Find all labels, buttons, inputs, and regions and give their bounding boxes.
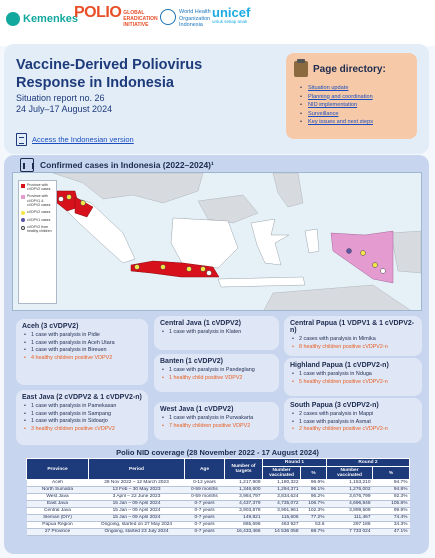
legend-item: Province with cVDPV1 & cVDPV2 cases bbox=[21, 194, 54, 207]
table-cell: 0-7 years bbox=[185, 522, 225, 529]
table-cell: 15 Jan – 09 April 2024 bbox=[89, 515, 185, 522]
case-marker bbox=[381, 269, 386, 274]
region-card-south-papua bbox=[284, 398, 422, 443]
table-cell: 0-7 years bbox=[185, 515, 225, 522]
region-healthy-children: • 5 healthy children positive cVDPV2-n bbox=[299, 379, 416, 387]
table-cell: 3,903,878 bbox=[225, 508, 263, 515]
region-healthy-children: • 3 healthy children positive cVDPV2 bbox=[31, 426, 142, 434]
legend-swatch bbox=[21, 184, 25, 188]
region-title: East Java (2 cVDPV2 & 1 cVDPV2-n) bbox=[22, 394, 142, 401]
table-cell: 3 April – 22 June 2023 bbox=[89, 494, 185, 501]
directory-link-nid[interactable]: • NID implementation bbox=[308, 101, 373, 110]
case-marker bbox=[201, 267, 206, 272]
map-landmass-borneo-north bbox=[198, 195, 258, 223]
region-healthy-children: • 7 healthy children positive VDPV2 bbox=[169, 423, 273, 431]
region-case: • 1 case with paralysis in Nduga bbox=[299, 371, 416, 379]
legend-swatch bbox=[21, 218, 25, 222]
region-card-west-java bbox=[154, 402, 279, 440]
kemenkes-logo bbox=[6, 12, 78, 26]
table-cell: 96.2% bbox=[301, 494, 327, 501]
logo-bar bbox=[0, 0, 435, 46]
table-cell: 28 Nov 2022 – 12 March 2023 bbox=[89, 480, 185, 487]
report-title: Vaccine-Derived Poliovirus Response in Indonesia bbox=[16, 57, 203, 91]
table-cell: 1,180,322 bbox=[263, 480, 301, 487]
report-number: Situation report no. 26 bbox=[16, 93, 105, 103]
directory-link-situation-update[interactable]: • Situation update bbox=[308, 84, 373, 93]
map-landmass-png bbox=[391, 231, 421, 273]
table-cell: Ongoing, started 23 July 2024 bbox=[89, 529, 185, 536]
case-marker bbox=[373, 263, 378, 268]
region-title: West Java (1 cVDPV2) bbox=[160, 406, 234, 413]
map-maluku bbox=[305, 229, 319, 253]
table-cell: 0-59 months bbox=[185, 494, 225, 501]
table-cell: 13 Feb – 30 May 2023 bbox=[89, 487, 185, 494]
region-case: • 1 case with paralysis in Purwakarta bbox=[169, 415, 273, 423]
legend-item: Province with cVDPV2 cases bbox=[21, 183, 54, 191]
table-cell: 47.1% bbox=[373, 529, 410, 536]
region-card-central-java bbox=[154, 316, 279, 350]
table-cell: 149,821 bbox=[225, 515, 263, 522]
coverage-table bbox=[26, 458, 410, 536]
table-cell: 0-12 years bbox=[185, 480, 225, 487]
table-cell: 0-59 months bbox=[185, 487, 225, 494]
table-cell: 4,696,848 bbox=[327, 501, 373, 508]
map-landmass-australia bbox=[263, 285, 413, 311]
region-card-highland-papua bbox=[284, 358, 422, 396]
table-cell: West Java bbox=[27, 494, 89, 501]
header-r1-pct: % bbox=[301, 467, 327, 480]
table-cell: 77.2% bbox=[301, 515, 327, 522]
report-subtitle bbox=[16, 93, 112, 115]
region-case: • 1 case with paralysis in Pamekasan bbox=[31, 403, 142, 411]
table-cell: 463 927 bbox=[263, 522, 301, 529]
map-nusa-tenggara bbox=[218, 277, 305, 287]
table-cell: 15 Jan – 09 April 2024 bbox=[89, 501, 185, 508]
table-row bbox=[27, 487, 410, 494]
table-cell: Aceh bbox=[27, 480, 89, 487]
case-marker bbox=[81, 201, 86, 206]
table-cell: Ongoing, started on 27 May 2024 bbox=[89, 522, 185, 529]
table-cell: 99.9% bbox=[373, 508, 410, 515]
header-r1-vaccinated: Number vaccinated bbox=[263, 467, 301, 480]
table-cell: 0-7 years bbox=[185, 508, 225, 515]
table-cell: 7 733 024 bbox=[327, 529, 373, 536]
table-cell: 34.3% bbox=[373, 522, 410, 529]
case-marker bbox=[135, 265, 140, 270]
access-indonesian-version[interactable] bbox=[16, 133, 134, 146]
region-card-central-papua bbox=[284, 316, 422, 356]
table-cell: 3,899,509 bbox=[327, 508, 373, 515]
table-cell: 106.7% bbox=[301, 501, 327, 508]
directory-link-key-issues[interactable]: • Key issues and next steps bbox=[308, 118, 373, 127]
header-r2-vaccinated: Number vaccinated bbox=[327, 467, 373, 480]
kemenkes-wordmark: Kemenkes bbox=[23, 12, 79, 25]
directory-link-planning[interactable]: • Planning and coordination bbox=[308, 93, 373, 102]
table-cell: 1,276,002 bbox=[327, 487, 373, 494]
table-cell: North Sumatra bbox=[27, 487, 89, 494]
clipboard-icon bbox=[294, 61, 308, 77]
table-row bbox=[27, 480, 410, 487]
case-marker bbox=[161, 265, 166, 270]
table-cell: 3,676,799 bbox=[327, 494, 373, 501]
page-directory bbox=[286, 53, 417, 139]
region-case: • 2 cases with paralysis in Mappi bbox=[299, 411, 416, 419]
legend-swatch bbox=[21, 211, 25, 215]
region-case: • 1 case with paralysis in Bireuen bbox=[31, 347, 142, 355]
region-title: Aceh (3 cVDPV2) bbox=[22, 323, 79, 330]
case-marker bbox=[59, 197, 64, 202]
map-graphic bbox=[13, 173, 422, 311]
map-papua bbox=[331, 231, 393, 283]
table-cell: 3,991,961 bbox=[263, 508, 301, 515]
table-cell: 96.1% bbox=[301, 487, 327, 494]
table-cell: Sleman (DIY) bbox=[27, 515, 89, 522]
region-case: • 1 case with paralysis in Klaten bbox=[169, 329, 273, 337]
region-case: • 1 case with paralysis in Sidoarjo bbox=[31, 418, 142, 426]
table-cell: 4,437,379 bbox=[225, 501, 263, 508]
table-cell: 4,735,072 bbox=[263, 501, 301, 508]
table-cell: Central Java bbox=[27, 508, 89, 515]
polio-logo bbox=[74, 4, 158, 28]
table-cell: 297 186 bbox=[327, 522, 373, 529]
directory-list bbox=[308, 84, 373, 127]
legend-item: cVDPV1 cases bbox=[21, 218, 54, 223]
region-title: Central Papua (1 VDPV1 & 1 cVDPV2-n) bbox=[290, 320, 415, 334]
who-wordmark: World Health Organization Indonesia bbox=[179, 9, 211, 28]
table-cell: 27 Province bbox=[27, 529, 89, 536]
table-row bbox=[27, 501, 410, 508]
region-healthy-children: • 4 healthy children positive VDPV2 bbox=[31, 355, 142, 363]
directory-header bbox=[294, 61, 386, 77]
table-cell: 74.4% bbox=[373, 515, 410, 522]
table-cell: 1,294,371 bbox=[263, 487, 301, 494]
directory-link-surveillance[interactable]: • Surveillance bbox=[308, 110, 373, 119]
table-cell: 94.7% bbox=[373, 480, 410, 487]
region-case: • 1 case with paralysis in Pidie bbox=[31, 332, 142, 340]
kemenkes-mark-icon bbox=[6, 12, 20, 26]
case-marker bbox=[347, 249, 352, 254]
table-cell: 111,467 bbox=[327, 515, 373, 522]
table-cell: 94.8% bbox=[373, 487, 410, 494]
header-period: Period bbox=[89, 459, 185, 480]
region-case: • 2 cases with paralysis in Mimika bbox=[299, 336, 416, 344]
chart-icon bbox=[20, 158, 34, 172]
table-cell: 15 Jan – 09 April 2024 bbox=[89, 508, 185, 515]
header-r2-pct: % bbox=[373, 467, 410, 480]
legend-item: cVDPV2 cases bbox=[21, 210, 54, 215]
polio-wordmark: POLIO bbox=[74, 4, 122, 21]
table-row bbox=[27, 515, 410, 522]
coverage-body bbox=[27, 480, 410, 536]
who-emblem-icon bbox=[160, 9, 176, 25]
table-row bbox=[27, 494, 410, 501]
case-marker bbox=[187, 267, 192, 272]
map-legend bbox=[18, 180, 57, 304]
table-cell: 1,217,909 bbox=[225, 480, 263, 487]
table-cell: Papua Region bbox=[27, 522, 89, 529]
table-cell: 115,606 bbox=[263, 515, 301, 522]
table-cell: 1,153,210 bbox=[327, 480, 373, 487]
region-healthy-children: • 2 healthy children positive cVDPV2-n bbox=[299, 426, 416, 434]
table-cell: 105.8% bbox=[373, 501, 410, 508]
region-card-banten bbox=[154, 354, 279, 392]
table-cell: 92.3% bbox=[373, 494, 410, 501]
region-case: • 1 case with paralysis in Asmat bbox=[299, 419, 416, 427]
table-row bbox=[27, 508, 410, 515]
document-icon bbox=[16, 133, 27, 146]
case-marker bbox=[67, 195, 72, 200]
table-cell: 96.9% bbox=[301, 480, 327, 487]
region-case: • 1 case with paralysis in Aceh Utara bbox=[31, 340, 142, 348]
region-healthy-children: • 1 healthy child positive VDPV2 bbox=[169, 375, 273, 383]
region-title: Highland Papua (1 cVDPV2-n) bbox=[290, 362, 389, 369]
unicef-tagline: untuk setiap anak bbox=[212, 19, 248, 24]
table-cell: 1,346,600 bbox=[225, 487, 263, 494]
table-cell: 14 536 058 bbox=[263, 529, 301, 536]
who-logo bbox=[160, 9, 211, 29]
map-landmass-philippines bbox=[273, 173, 303, 207]
table-cell: 16,433,466 bbox=[225, 529, 263, 536]
case-marker bbox=[361, 251, 366, 256]
region-case: • 1 case with paralysis in Pandeglang bbox=[169, 367, 273, 375]
region-title: Banten (1 cVDPV2) bbox=[160, 358, 224, 365]
case-marker bbox=[207, 271, 212, 276]
coverage-title: Polio NID coverage (28 November 2022 - 17 August 2024) bbox=[116, 448, 319, 457]
cases-header bbox=[20, 158, 214, 172]
region-card-east-java bbox=[16, 390, 148, 445]
table-cell: East Java bbox=[27, 501, 89, 508]
header-targets: Number of targets bbox=[225, 459, 263, 480]
table-cell: 0-7 years bbox=[185, 529, 225, 536]
polio-subtitle: GLOBAL ERADICATION INITIATIVE bbox=[123, 10, 158, 28]
table-cell: 865,696 bbox=[225, 522, 263, 529]
table-row bbox=[27, 522, 410, 529]
cases-title: Confirmed cases in Indonesia (2022–2024)¹ bbox=[40, 160, 214, 170]
unicef-logo bbox=[212, 5, 251, 26]
header-round1: Round 1 bbox=[263, 459, 327, 467]
legend-swatch bbox=[21, 195, 25, 199]
indonesia-map bbox=[12, 172, 422, 311]
table-cell: 3,834,624 bbox=[263, 494, 301, 501]
table-row bbox=[27, 529, 410, 536]
table-cell: 102.3% bbox=[301, 508, 327, 515]
unicef-wordmark: unicef bbox=[212, 5, 251, 20]
map-sulawesi bbox=[251, 219, 289, 265]
header-province: Province bbox=[27, 459, 89, 480]
report-period: 24 July–17 August 2024 bbox=[16, 104, 113, 114]
legend-item: cVDPV2 from healthy children bbox=[21, 225, 54, 233]
table-cell: 3,984,797 bbox=[225, 494, 263, 501]
directory-title: Page directory: bbox=[313, 63, 386, 75]
table-cell: 53.6 bbox=[301, 522, 327, 529]
region-healthy-children: • 8 healthy children positive cVDPV2-n bbox=[299, 344, 416, 352]
map-kalimantan bbox=[171, 218, 238, 268]
region-case: • 1 case with paralysis in Sampang bbox=[31, 411, 142, 419]
legend-swatch bbox=[21, 226, 25, 230]
table-cell: 0-7 years bbox=[185, 501, 225, 508]
header-age: Age bbox=[185, 459, 225, 480]
region-title: South Papua (3 cVDPV2-n) bbox=[290, 402, 379, 409]
access-indonesian-link[interactable]: Access the Indonesian version bbox=[32, 135, 134, 144]
header-round2: Round 2 bbox=[327, 459, 410, 467]
coverage-header-row bbox=[27, 459, 410, 467]
region-title: Central Java (1 cVDPV2) bbox=[160, 320, 241, 327]
region-card-aceh bbox=[16, 319, 148, 385]
table-cell: 88.7% bbox=[301, 529, 327, 536]
